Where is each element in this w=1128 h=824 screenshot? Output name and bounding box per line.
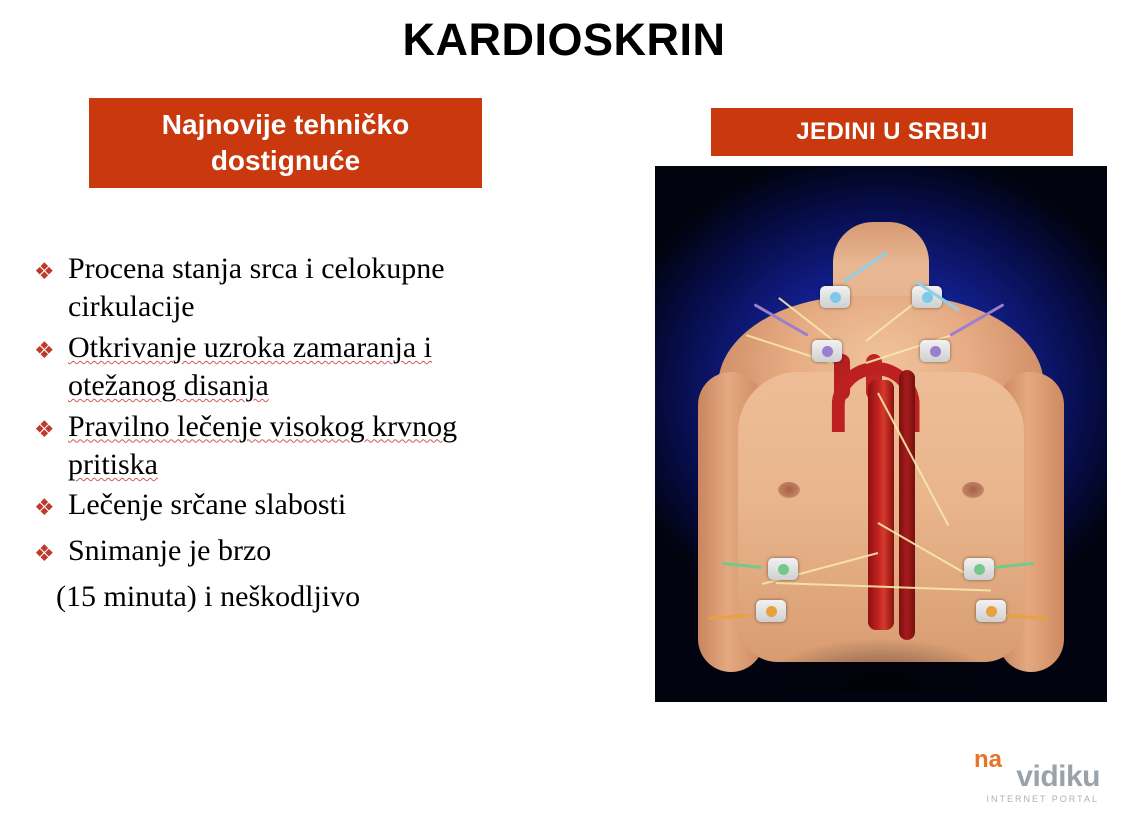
electrode-lower-left-upper	[768, 558, 798, 580]
electrode-contact	[830, 292, 841, 303]
list-item-line: cirkulacije	[68, 290, 195, 324]
bullet-marker-icon: ❖	[34, 416, 55, 443]
bullet-marker-icon: ❖	[34, 259, 55, 285]
list-item-line: Snimanje je brzo	[68, 534, 272, 568]
list-item-line: Pravilno lečenje visokog krvnog	[68, 409, 458, 443]
trailing-line-text: (15 minuta) i neškodljivo	[56, 580, 361, 614]
list-item	[28, 329, 648, 406]
list-item-text	[68, 329, 432, 406]
watermark-tagline: INTERNET PORTAL	[986, 794, 1099, 804]
list-item	[28, 408, 648, 485]
list-item	[28, 250, 648, 327]
bullet-marker-icon: ❖	[34, 541, 55, 568]
electrode-contact	[778, 564, 789, 575]
subtitle-banner	[89, 98, 482, 188]
watermark-logo	[952, 744, 1102, 806]
watermark-brand-small: na	[973, 746, 1002, 773]
list-item	[28, 486, 648, 530]
page-title: KARDIOSKRIN	[402, 14, 726, 65]
electrode-contact	[974, 564, 985, 575]
watermark-brand-main: vidiku	[1016, 760, 1100, 793]
status-badge	[711, 108, 1073, 156]
list-item-line: Otkrivanje uzroka zamaranja i	[68, 330, 432, 364]
bullet-list	[28, 250, 648, 617]
list-item-line: Lečenje srčane slabosti	[68, 488, 347, 522]
list-item-text	[68, 408, 457, 485]
list-item	[28, 532, 648, 576]
electrode-contact	[822, 346, 833, 357]
list-item-line: Procena stanja srca i celokupne	[68, 252, 445, 285]
bullet-marker-icon: ❖	[34, 337, 55, 364]
list-item-line: otežanog disanja	[68, 369, 269, 403]
list-item-text	[68, 486, 346, 524]
electrode-contact	[930, 346, 941, 357]
list-item-line: pritiska	[68, 447, 158, 481]
electrode-upper-right-outer	[920, 340, 950, 362]
electrode-upper-left-inner	[820, 286, 850, 308]
list-item-text	[68, 250, 445, 327]
nipple-left	[778, 482, 800, 498]
electrode-lower-right-upper	[964, 558, 994, 580]
electrode-upper-left-outer	[812, 340, 842, 362]
status-badge-text: JEDINI U SRBIJI	[796, 118, 988, 145]
list-item-text	[68, 532, 271, 570]
trailing-line-row	[28, 578, 648, 616]
bullet-marker-icon: ❖	[34, 495, 55, 522]
nipple-right	[962, 482, 984, 498]
subtitle-banner-text: Najnovije tehničko dostignuće	[161, 108, 410, 176]
torso-illustration	[655, 166, 1107, 702]
torso-bottom-shadow	[731, 582, 1031, 692]
torso-figure	[716, 222, 1046, 692]
